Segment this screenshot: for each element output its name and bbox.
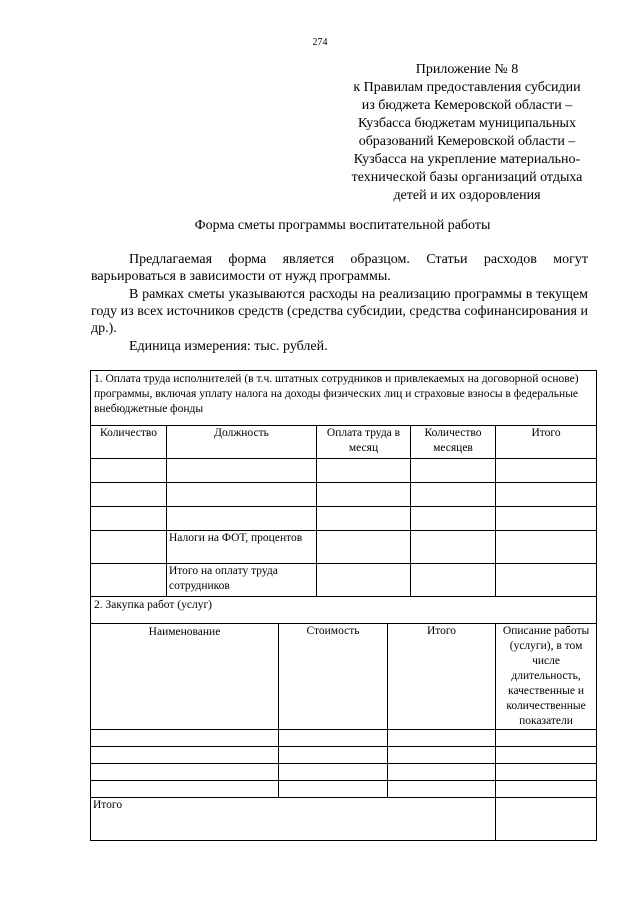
table-row (91, 730, 597, 747)
section1-title-row (91, 371, 597, 426)
section1-title: 1. Оплата труда исполнителей (в т.ч. штатных сотрудников и привлекаемых на договорной основе) программы, включая уплату налога на доходы физических лиц и страховые взносы в федеральные внебюджетные фонды (91, 371, 597, 426)
appendix-line: Приложение № 8 (415, 62, 519, 77)
table-cell[interactable] (388, 781, 496, 798)
table-cell[interactable] (91, 764, 279, 781)
taxes-row (91, 531, 597, 564)
table-cell[interactable] (317, 483, 411, 507)
table-cell[interactable] (411, 531, 496, 564)
table-row (91, 483, 597, 507)
table-row (91, 459, 597, 483)
table-cell[interactable] (388, 747, 496, 764)
budget-table (90, 370, 597, 841)
table-row (91, 507, 597, 531)
header-description: Описание работы (услуги), в том числе длительность, качественные и количественные показатели (496, 624, 597, 730)
section1-header-row (91, 426, 597, 459)
header-monthly-pay: Оплата труда в месяц (317, 426, 411, 459)
table-row (91, 781, 597, 798)
table-cell[interactable] (496, 781, 597, 798)
page-number: 274 (312, 37, 328, 48)
table-cell[interactable] (91, 483, 167, 507)
intro-paragraph: В рамках сметы указываются расходы на реализацию программы в текущем году из всех источников средств (средства субсидии, средства софинансирования и др.). (91, 287, 588, 336)
section2-title-row (91, 597, 597, 624)
header-name: Наименование (91, 624, 279, 730)
grand-total-row (91, 798, 597, 841)
table-cell[interactable] (167, 459, 317, 483)
salary-total-row (91, 564, 597, 597)
table-cell[interactable] (496, 531, 597, 564)
table-cell[interactable] (91, 531, 167, 564)
form-title: Форма сметы программы воспитательной работы (194, 218, 491, 233)
table-cell[interactable] (411, 459, 496, 483)
table-row (91, 747, 597, 764)
taxes-label: Налоги на ФОТ, процентов (167, 531, 317, 564)
table-cell[interactable] (91, 730, 279, 747)
table-cell[interactable] (388, 764, 496, 781)
section2-header-row (91, 624, 597, 730)
table-cell[interactable] (91, 564, 167, 597)
table-cell[interactable] (411, 483, 496, 507)
appendix-header (336, 61, 598, 205)
intro-paragraph: Предлагаемая форма является образцом. Статьи расходов могут варьироваться в зависимости от нужд программы. (91, 252, 588, 284)
header-quantity: Количество (91, 426, 167, 459)
table-cell[interactable] (91, 781, 279, 798)
table-cell[interactable] (411, 564, 496, 597)
table-cell[interactable] (496, 798, 597, 841)
table-cell[interactable] (496, 730, 597, 747)
appendix-line: детей и их оздоровления (393, 188, 541, 203)
unit-paragraph: Единица измерения: тыс. рублей. (129, 339, 328, 354)
table-cell[interactable] (279, 747, 388, 764)
table-cell[interactable] (317, 459, 411, 483)
table-cell[interactable] (317, 507, 411, 531)
header-total2: Итого (388, 624, 496, 730)
table-cell[interactable] (279, 781, 388, 798)
header-position: Должность (167, 426, 317, 459)
grand-total-label: Итого (91, 798, 496, 841)
table-cell[interactable] (496, 459, 597, 483)
header-months: Количество месяцев (411, 426, 496, 459)
table-cell[interactable] (496, 747, 597, 764)
table-cell[interactable] (167, 507, 317, 531)
table-cell[interactable] (496, 764, 597, 781)
table-cell[interactable] (279, 764, 388, 781)
appendix-line: Кузбасса бюджетам муниципальных (358, 116, 576, 131)
salary-total-label: Итого на оплату труда сотрудников (167, 564, 317, 597)
table-cell[interactable] (279, 730, 388, 747)
appendix-line: образований Кемеровской области – (358, 134, 576, 149)
table-cell[interactable] (167, 483, 317, 507)
appendix-line: Кузбасса на укрепление материально- (353, 152, 581, 167)
table-cell[interactable] (411, 507, 496, 531)
table-cell[interactable] (496, 564, 597, 597)
section2-title: 2. Закупка работ (услуг) (91, 597, 597, 624)
header-cost: Стоимость (279, 624, 388, 730)
table-cell[interactable] (91, 507, 167, 531)
appendix-line: к Правилам предоставления субсидии (353, 80, 581, 95)
table-cell[interactable] (317, 531, 411, 564)
table-cell[interactable] (317, 564, 411, 597)
header-total: Итого (496, 426, 597, 459)
appendix-line: из бюджета Кемеровской области – (361, 98, 573, 113)
table-cell[interactable] (496, 507, 597, 531)
table-row (91, 764, 597, 781)
appendix-line: технической базы организаций отдыха (351, 170, 583, 185)
table-cell[interactable] (91, 747, 279, 764)
table-cell[interactable] (496, 483, 597, 507)
table-cell[interactable] (91, 459, 167, 483)
table-cell[interactable] (388, 730, 496, 747)
